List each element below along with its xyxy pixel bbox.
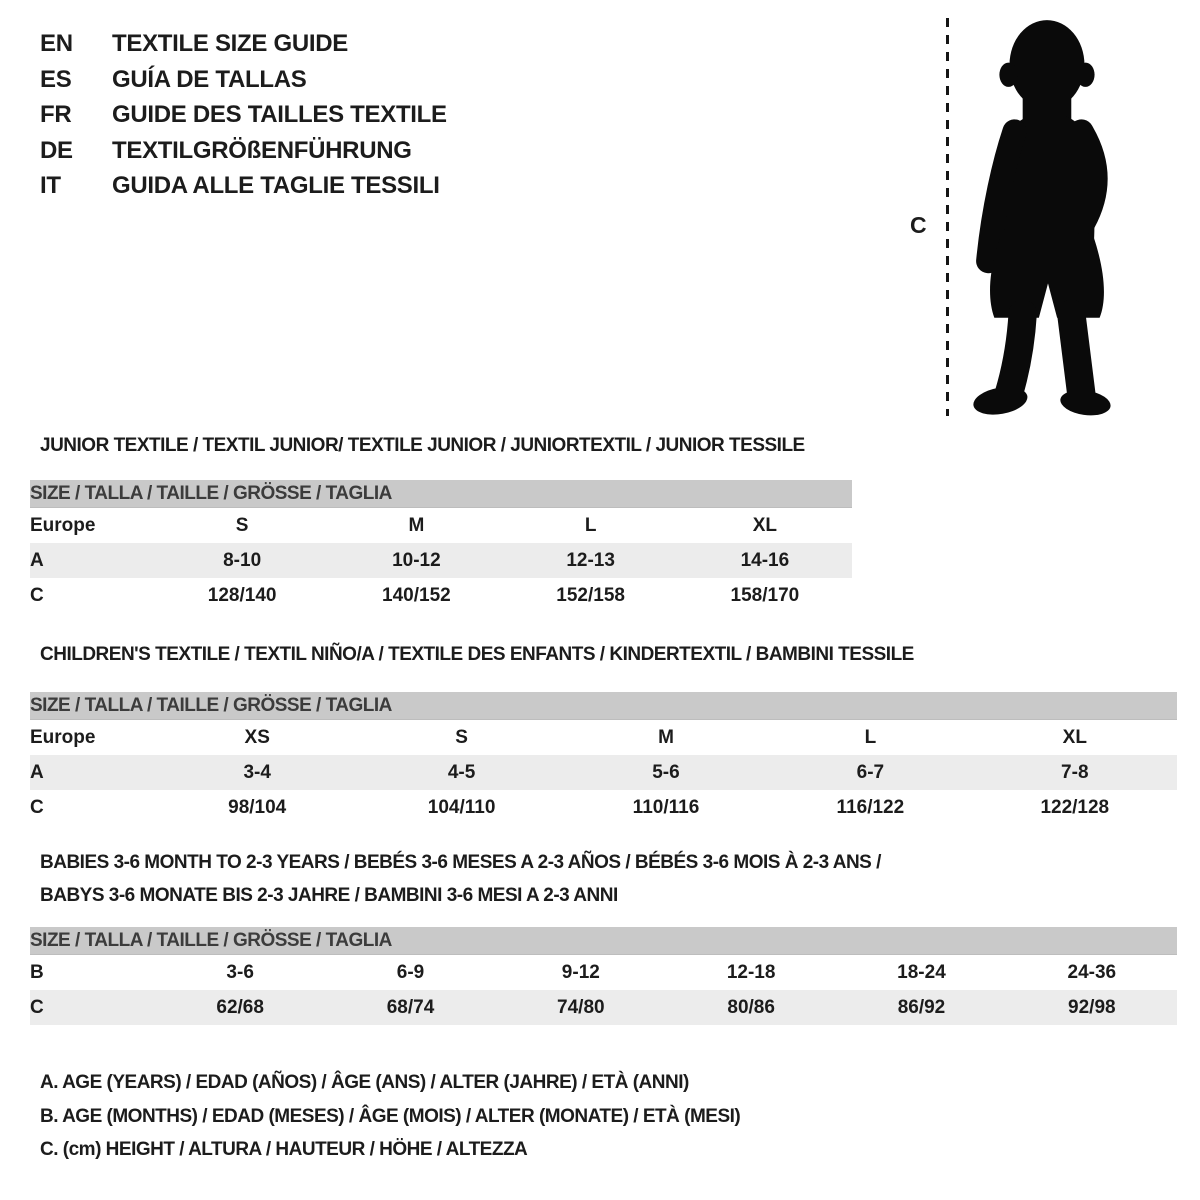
table-row [30, 543, 852, 578]
language-label: TEXTILE SIZE GUIDE [112, 30, 348, 57]
legend-line-a: A. AGE (YEARS) / EDAD (AÑOS) / ÂGE (ANS) / ALTER (JAHRE) / ETÀ (ANNI) [40, 1072, 689, 1093]
value-cell: 14-16 [678, 543, 852, 578]
value-cell: 3-4 [155, 755, 359, 790]
table-row [30, 990, 1177, 1025]
value-cell: XL [1062, 726, 1087, 748]
language-list [40, 26, 447, 204]
value-cell: 158/170 [730, 584, 800, 606]
value-cell: 4-5 [359, 755, 563, 790]
row-label-cell: C [30, 990, 155, 1025]
row-label-cell: B [30, 961, 44, 983]
value-cell: 3-6 [226, 961, 254, 983]
language-label: GUÍA DE TALLAS [112, 65, 307, 93]
language-label: GUIDA ALLE TAGLIE TESSILI [112, 172, 440, 199]
size-header-row [30, 692, 1177, 720]
value-cell: S [455, 726, 468, 748]
value-cell: L [584, 514, 597, 536]
baby-silhouette [956, 12, 1141, 417]
row-label-cell: C [30, 796, 44, 818]
value-cell: 12-13 [504, 543, 678, 578]
value-cell: 92/98 [1007, 990, 1177, 1025]
value-cell: 110/116 [632, 796, 700, 818]
language-row [40, 97, 447, 133]
value-cell: 74/80 [496, 990, 666, 1025]
legend-line-c: C. (cm) HEIGHT / ALTURA / HAUTEUR / HÖHE / ALTEZZA [40, 1139, 528, 1160]
height-c-label: C [910, 212, 927, 238]
value-cell: L [864, 726, 877, 748]
language-code: DE [40, 136, 73, 164]
size-header-cell: SIZE / TALLA / TAILLE / GRÖSSE / TAGLIA [30, 480, 852, 508]
legend [40, 1066, 740, 1167]
value-cell: 128/140 [207, 584, 277, 606]
value-cell: 6-9 [396, 961, 425, 983]
size-header-row [30, 927, 1177, 955]
value-cell: XL [752, 514, 778, 536]
value-cell: 80/86 [666, 990, 836, 1025]
row-label-cell: A [30, 543, 155, 578]
height-dashed-line [946, 18, 949, 416]
value-cell: 6-7 [768, 755, 972, 790]
value-cell: M [658, 726, 674, 748]
value-cell: 24-36 [1067, 961, 1117, 983]
value-cell: 8-10 [155, 543, 329, 578]
babies-title-line-1: BABIES 3-6 MONTH TO 2-3 YEARS / BEBÉS 3-6 MESES A 2-3 AÑOS / BÉBÉS 3-6 MOIS À 2-3 ANS / [40, 852, 881, 873]
language-label: TEXTILGRÖßENFÜHRUNG [112, 136, 412, 164]
language-code: FR [40, 101, 72, 128]
junior-section-title: JUNIOR TEXTILE / TEXTIL JUNIOR/ TEXTILE JUNIOR / JUNIORTEXTIL / JUNIOR TESSILE [40, 435, 805, 456]
legend-line-b: B. AGE (MONTHS) / EDAD (MESES) / ÂGE (MOIS) / ALTER (MONATE) / ETÀ (MESI) [40, 1105, 741, 1127]
value-cell: 68/74 [325, 990, 495, 1025]
junior-size-table [30, 480, 852, 613]
row-label-cell: C [30, 584, 44, 606]
value-cell: 18-24 [897, 961, 946, 983]
babies-title-line-2: BABYS 3-6 MONATE BIS 2-3 JAHRE / BAMBINI 3-6 MESI A 2-3 ANNI [40, 885, 618, 906]
size-header-cell: SIZE / TALLA / TAILLE / GRÖSSE / TAGLIA [30, 927, 1177, 955]
language-code: EN [40, 30, 73, 57]
row-label-cell: Europe [30, 726, 96, 748]
language-row [40, 26, 447, 62]
children-size-table [30, 692, 1177, 825]
babies-size-table [30, 927, 1177, 1025]
size-header-cell: SIZE / TALLA / TAILLE / GRÖSSE / TAGLIA [30, 692, 1177, 720]
table-row [30, 508, 852, 544]
language-row [40, 133, 447, 169]
value-cell: 122/128 [1040, 796, 1110, 818]
table-row [30, 578, 852, 613]
language-row [40, 168, 447, 204]
value-cell: 116/122 [836, 796, 905, 818]
value-cell: 7-8 [973, 755, 1177, 790]
value-cell: 9-12 [561, 961, 600, 983]
value-cell: 104/110 [427, 796, 496, 818]
language-label: GUIDE DES TAILLES TEXTILE [112, 101, 447, 128]
table-row [30, 720, 1177, 756]
language-row [40, 62, 447, 98]
children-section-title: CHILDREN'S TEXTILE / TEXTIL NIÑO/A / TEXTILE DES ENFANTS / KINDERTEXTIL / BAMBINI TESSILE [40, 644, 914, 665]
value-cell: 10-12 [329, 543, 503, 578]
value-cell: 86/92 [836, 990, 1006, 1025]
language-code: IT [40, 172, 61, 199]
table-row [30, 790, 1177, 825]
value-cell: XS [244, 726, 270, 748]
value-cell: 5-6 [564, 755, 768, 790]
value-cell: 152/158 [556, 584, 625, 606]
value-cell: 140/152 [382, 584, 451, 606]
size-header-row [30, 480, 852, 508]
babies-section-title [40, 846, 881, 912]
value-cell: S [235, 514, 249, 536]
table-row [30, 955, 1177, 991]
value-cell: 62/68 [155, 990, 325, 1025]
value-cell: 12-18 [726, 961, 776, 983]
value-cell: 98/104 [228, 796, 287, 818]
value-cell: M [408, 514, 425, 536]
row-label-cell: Europe [30, 514, 96, 536]
table-row [30, 755, 1177, 790]
row-label-cell: A [30, 755, 155, 790]
language-code: ES [40, 65, 72, 93]
